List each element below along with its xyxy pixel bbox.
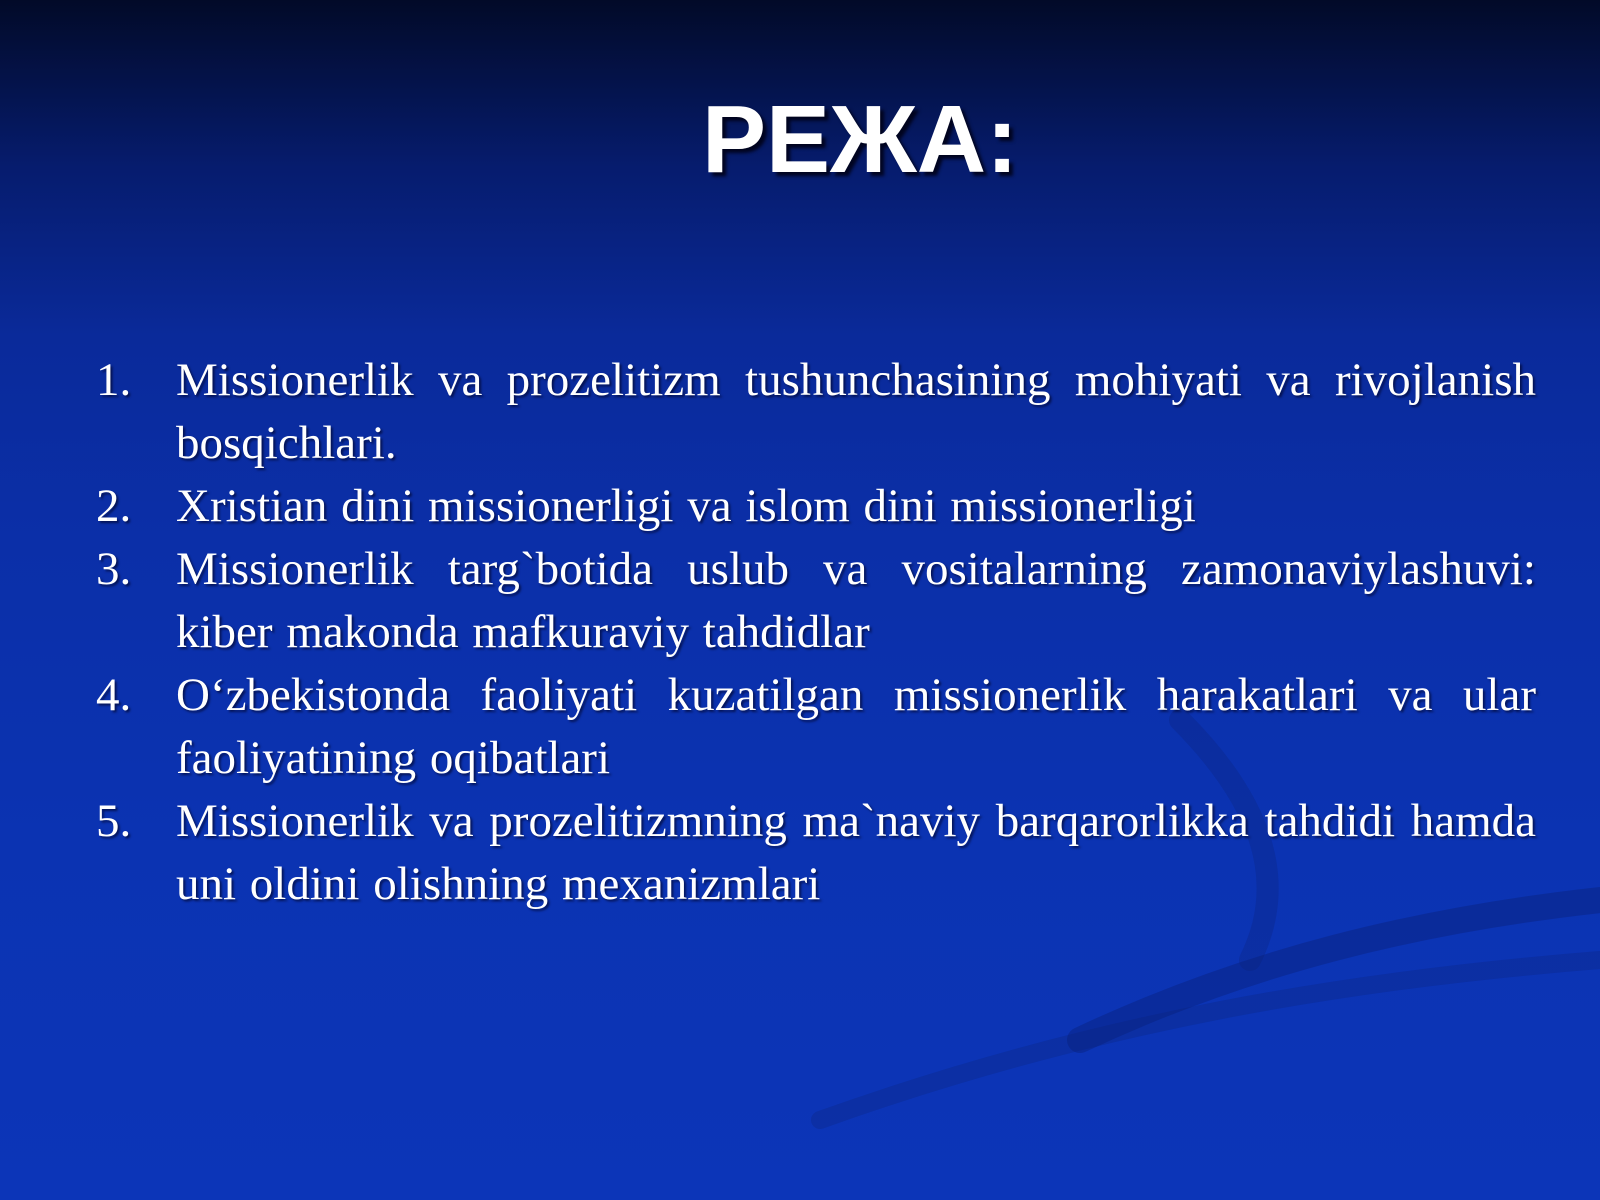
swoosh-curve-upper	[1080, 900, 1600, 1040]
list-item-text: Missionerlik va prozelitizm tushunchasining mohiyati va rivojlanish bosqichlari.	[176, 354, 1536, 469]
plan-item-5	[96, 790, 1536, 916]
slide-title: РЕЖА:	[701, 86, 1019, 193]
list-item-number: 1.	[96, 354, 132, 406]
swoosh-curve-lower	[820, 960, 1600, 1120]
plan-item-4	[96, 664, 1536, 790]
list-item-text: Missionerlik va prozelitizmning ma`naviy barqarorlikka tahdidi hamda uni oldini olishning mexanizmlari	[176, 795, 1536, 910]
plan-item-3	[96, 538, 1536, 664]
list-item-number: 3.	[96, 543, 132, 595]
list-item-number: 2.	[96, 480, 132, 532]
list-item-number: 5.	[96, 795, 132, 847]
plan-item-1	[96, 349, 1536, 475]
plan-list	[96, 349, 1536, 916]
list-item-text: Missionerlik targ`botida uslub va vositalarning zamonaviylashuvi: kiber makonda mafkuraviy tahdidlar	[176, 543, 1536, 658]
list-item-text: Xristian dini missionerligi va islom dini missionerligi	[176, 480, 1196, 532]
list-item-text: O‘zbekistonda faoliyati kuzatilgan missionerlik harakatlari va ular faoliyatining oqibatlari	[176, 669, 1536, 784]
plan-item-2	[96, 475, 1536, 538]
list-item-number: 4.	[96, 669, 132, 721]
